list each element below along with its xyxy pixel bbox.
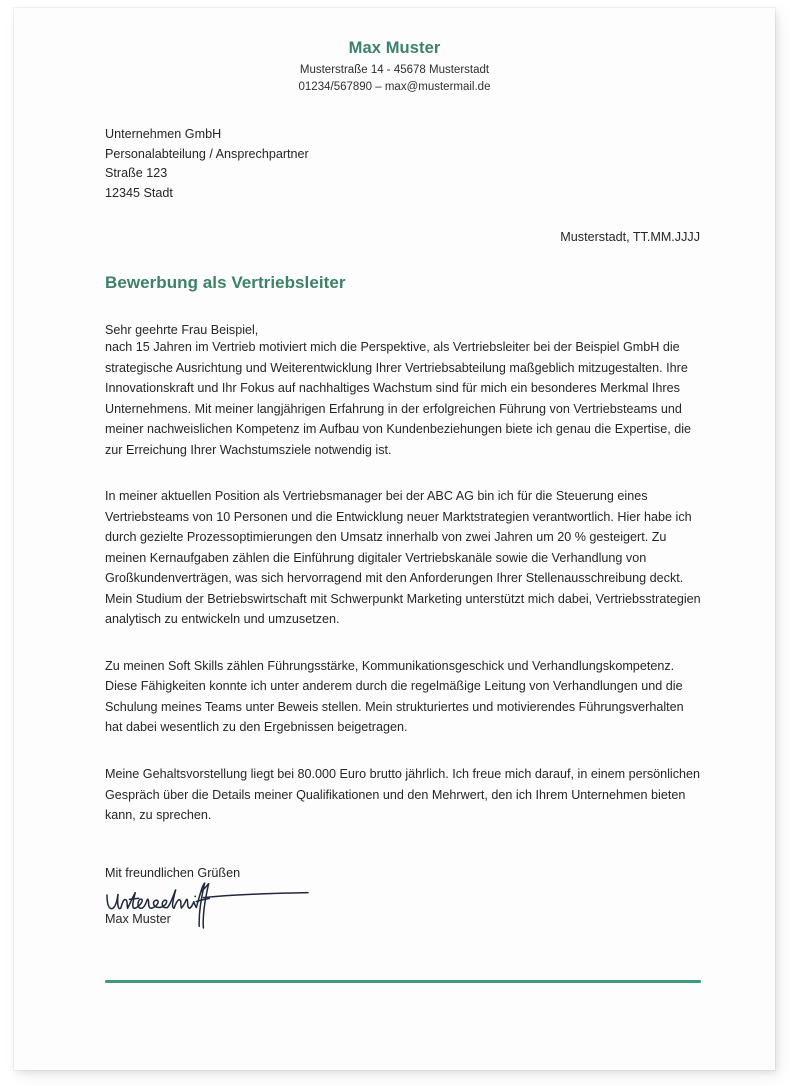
recipient-line-department: Personalabteilung / Ansprechpartner	[105, 146, 309, 161]
body-paragraph-1: nach 15 Jahren im Vertrieb motiviert mich die Perspektive, als Vertriebsleiter bei der Beispiel GmbH die strategische Ausrichtung und Weiterentwicklung Ihrer Vertriebsabteilung maßgeblich mitzugestalten. Ihre Innovationskraft und Ihr Fokus auf nachhaltiges Wachstum sind für mich ein besonderes Merkmal Ihres Unternehmens. Mit meiner langjährigen Erfahrung in der erfolgreichen Führung von Vertriebsteams und meiner nachweislichen Kompetenz im Aufbau von Kundenbeziehungen biete ich genau die Expertise, die zur Erreichung Ihrer Wachstumsziele notwendig ist.	[105, 340, 691, 457]
letter-sheet	[14, 8, 775, 1070]
sender-name: Max Muster	[348, 39, 441, 57]
signer-name: Max Muster	[105, 911, 171, 926]
sender-contact-line: 01234/567890 – max@mustermail.de	[298, 80, 491, 93]
footer-divider	[105, 980, 701, 983]
closing-phrase: Mit freundlichen Grüßen	[105, 865, 241, 880]
signature-area	[105, 881, 701, 931]
recipient-address-block	[105, 125, 701, 205]
subject-heading: Bewerbung als Vertriebsleiter	[105, 273, 346, 293]
salutation: Sehr geehrte Frau Beispiel,	[105, 323, 259, 338]
letter-content	[14, 125, 775, 983]
body-paragraph-2: In meiner aktuellen Position als Vertriebsmanager bei der ABC AG bin ich für die Steuerung eines Vertriebsteams von 10 Personen und die Entwicklung neuer Marktstrategien verantwortlich. Hier habe ich durch gezielte Prozessoptimierungen den Umsatz innerhalb von zwei Jahren um 20 % gesteigert. Zu meinen Kernaufgaben zählen die Einführung digitaler Vertriebskanäle sowie die Verhandlung von Großkundenverträgen, was sich hervorragend mit den Anforderungen Ihrer Stellenausschreibung deckt. Mein Studium der Betriebswirtschaft mit Schwerpunkt Marketing unterstützt mich dabei, Vertriebsstrategien analytisch zu entwickeln und umzusetzen.	[105, 489, 701, 627]
letterhead	[14, 8, 775, 96]
letter-page	[14, 8, 775, 1070]
recipient-line-street: Straße 123	[105, 166, 168, 181]
body-paragraph-4: Meine Gehaltsvorstellung liegt bei 80.000 Euro brutto jährlich. Ich freue mich darauf, in einem persönlichen Gespräch über die Details meiner Qualifikationen und den Mehrwert, den ich Ihrem Unternehmen bieten kann, zu sprechen.	[105, 766, 701, 823]
recipient-line-company: Unternehmen GmbH	[105, 126, 222, 141]
body-paragraphs	[105, 337, 701, 825]
recipient-line-city: 12345 Stadt	[105, 186, 173, 201]
sender-address-line: Musterstraße 14 - 45678 Musterstadt	[299, 63, 490, 76]
place-and-date: Musterstadt, TT.MM.JJJJ	[560, 230, 700, 245]
body-paragraph-3: Zu meinen Soft Skills zählen Führungsstärke, Kommunikationsgeschick und Verhandlungskompetenz. Diese Fähigkeiten konnte ich unter anderem durch die regelmäßige Leitung von Verhandlungen und die Schulung meines Teams unter Beweis stellen. Mein strukturiertes und motivierendes Führungsverhalten hat dabei wesentlich zu den Ergebnissen beigetragen.	[105, 658, 684, 735]
